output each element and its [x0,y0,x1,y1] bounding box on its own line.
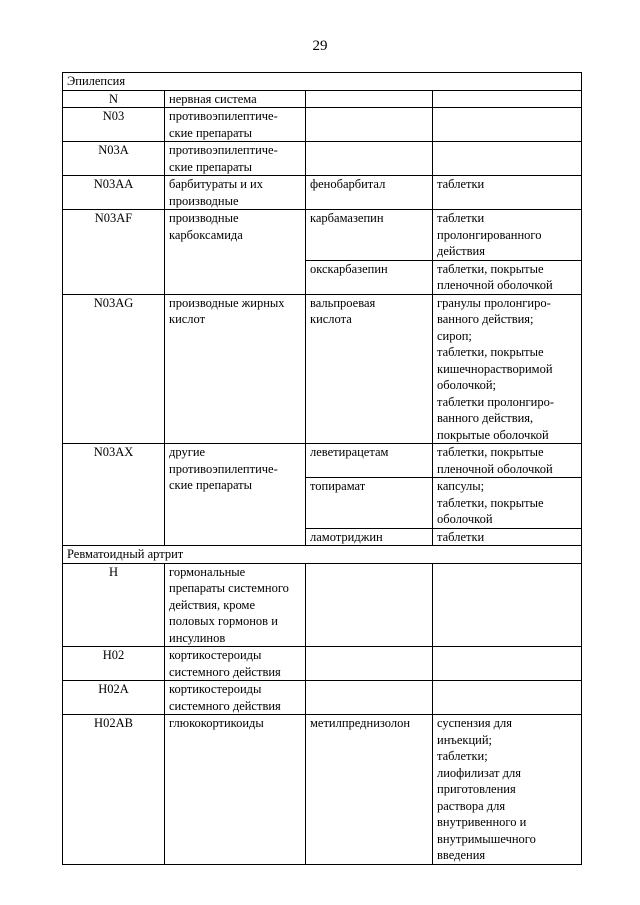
dosage-form-cell: таблетки, покрытые пленочной оболочкой [433,260,582,294]
drug-group-cell: противоэпилептиче- ские препараты [165,142,306,176]
atc-code-cell: H02 [63,647,165,681]
drug-name-cell: метилпреднизолон [306,715,433,865]
table-row [63,176,582,210]
section-title: Эпилепсия [63,73,582,91]
atc-code-cell: N [63,90,165,108]
drug-name-cell: леветирацетам [306,444,433,478]
dosage-form-cell [433,681,582,715]
drug-table [62,72,582,865]
atc-code-cell: N03AA [63,176,165,210]
drug-group-cell: глюкокортикоиды [165,715,306,865]
atc-code-cell: H02AB [63,715,165,865]
table-row [63,563,582,647]
atc-code-cell: H [63,563,165,647]
table-row [63,647,582,681]
table-row [63,294,582,444]
table-row [63,444,582,478]
section-title: Ревматоидный артрит [63,546,582,564]
dosage-form-cell [433,90,582,108]
table-row [63,715,582,865]
atc-code-cell: H02A [63,681,165,715]
dosage-form-cell: таблетки пролонгированного действия [433,210,582,261]
table-row [63,108,582,142]
dosage-form-cell [433,142,582,176]
drug-group-cell: барбитураты и их производные [165,176,306,210]
dosage-form-cell: таблетки, покрытые пленочной оболочкой [433,444,582,478]
dosage-form-cell: таблетки [433,176,582,210]
drug-group-cell: производные карбоксамида [165,210,306,295]
drug-group-cell: нервная система [165,90,306,108]
drug-name-cell: окскарбазепин [306,260,433,294]
drug-name-cell [306,108,433,142]
atc-code-cell: N03AX [63,444,165,546]
dosage-form-cell [433,647,582,681]
drug-name-cell: фенобарбитал [306,176,433,210]
drug-group-cell: гормональные препараты системного действия, кроме половых гормонов и инсулинов [165,563,306,647]
table-row [63,681,582,715]
drug-group-cell: производные жирных кислот [165,294,306,444]
page-number: 29 [312,38,328,54]
drug-name-cell: топирамат [306,478,433,529]
drug-name-cell: карбамазепин [306,210,433,261]
drug-name-cell [306,90,433,108]
drug-name-cell [306,647,433,681]
dosage-form-cell [433,563,582,647]
atc-code-cell: N03AF [63,210,165,295]
drug-name-cell [306,142,433,176]
atc-code-cell: N03AG [63,294,165,444]
table-row [63,210,582,261]
drug-group-cell: кортикостероиды системного действия [165,647,306,681]
dosage-form-cell: таблетки [433,528,582,546]
table-body [63,73,582,865]
section-header-row [63,73,582,91]
drug-name-cell [306,563,433,647]
drug-group-cell: противоэпилептиче- ские препараты [165,108,306,142]
dosage-form-cell: суспензия для инъекций; таблетки; лиофилизат для приготовления раствора для внутривенного и внутримышечного введения [433,715,582,865]
atc-code-cell: N03 [63,108,165,142]
dosage-form-cell: гранулы пролонгиро- ванного действия; сироп; таблетки, покрытые кишечнорастворимой оболочкой; таблетки пролонгиро- ванного действия, покрытые оболочкой [433,294,582,444]
table-row [63,90,582,108]
drug-name-cell: ламотриджин [306,528,433,546]
dosage-form-cell: капсулы; таблетки, покрытые оболочкой [433,478,582,529]
table-row [63,142,582,176]
drug-group-cell: кортикостероиды системного действия [165,681,306,715]
atc-code-cell: N03A [63,142,165,176]
drug-name-cell [306,681,433,715]
section-header-row [63,546,582,564]
drug-name-cell: вальпроевая кислота [306,294,433,444]
dosage-form-cell [433,108,582,142]
drug-group-cell: другие противоэпилептиче- ские препараты [165,444,306,546]
